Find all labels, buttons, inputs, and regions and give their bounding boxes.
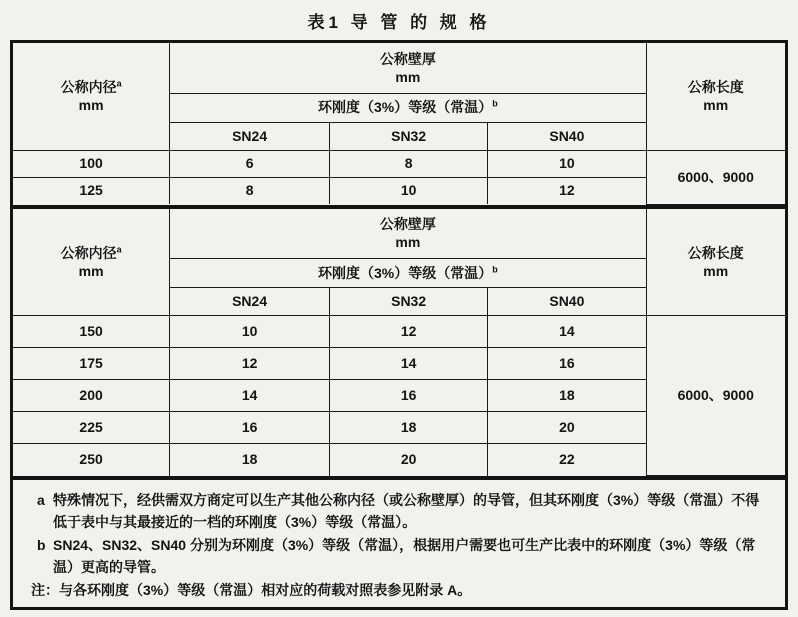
cell-sn40: 16 [488,348,646,380]
header-length [646,209,785,316]
header-sn24: SN24 [170,122,330,150]
cell-dn: 175 [13,348,170,380]
cell-length: 6000、9000 [646,316,785,476]
length-unit: mm [703,97,729,114]
cell-sn24: 16 [170,412,330,444]
header-sn32: SN32 [330,122,488,150]
header-length [646,43,785,150]
footnote-ref-b: b [492,263,498,274]
cell-sn32: 18 [330,412,488,444]
header-ring-stiffness [170,259,646,288]
header-ring-stiffness [170,93,646,122]
footnote-ref-a: a [116,243,122,254]
cell-sn32: 12 [330,316,488,348]
cell-dn: 125 [13,177,170,204]
cell-sn32: 8 [330,150,488,177]
ring-stiffness-label: 环刚度（3%）等级（常温） [317,264,493,281]
table-title: 表1 导 管 的 规 格 [307,13,491,32]
cell-sn40: 20 [488,412,646,444]
general-note: 注：与各环刚度（3%）等级（常温）相对应的荷载对照表参见附录 A。 [31,581,472,598]
cell-sn24: 8 [170,177,330,204]
inner-diameter-label: 公称内径 [60,79,117,96]
footnote-b-label: b [37,536,46,553]
length-label: 公称长度 [687,79,744,96]
spec-table-frame [10,40,788,610]
header-sn24: SN24 [170,288,330,316]
cell-sn24: 18 [170,444,330,476]
wall-thickness-label: 公称壁厚 [379,216,436,233]
cell-sn40: 14 [488,316,646,348]
length-label: 公称长度 [687,244,744,261]
cell-dn: 250 [13,444,170,476]
footnote-a [27,489,775,534]
header-inner-diameter [13,43,170,150]
header-sn40: SN40 [488,122,646,150]
cell-sn40: 12 [488,177,646,204]
header-sn40: SN40 [488,288,646,316]
cell-sn24: 12 [170,348,330,380]
wall-thickness-label: 公称壁厚 [379,50,436,67]
table-row [13,316,785,348]
table-footnotes [13,480,785,607]
cell-dn: 225 [13,412,170,444]
cell-dn: 150 [13,316,170,348]
cell-sn24: 6 [170,150,330,177]
wall-thickness-unit: mm [395,68,421,85]
footnote-b-text: SN24、SN32、SN40 分别为环刚度（3%）等级（常温），根据用户需要也可生产比表中的环刚度（3%）等级（常温）更高的导管。 [53,536,756,576]
spec-table-section-2 [13,209,785,477]
footnote-b [27,534,775,579]
cell-sn32: 14 [330,348,488,380]
footnote-ref-a: a [116,78,122,89]
spec-table-section-1 [13,43,785,205]
header-wall-thickness [170,209,646,259]
cell-sn24: 10 [170,316,330,348]
header-inner-diameter [13,209,170,316]
header-sn32: SN32 [330,288,488,316]
table-row [13,150,785,177]
cell-sn24: 14 [170,380,330,412]
wall-thickness-unit: mm [395,234,421,251]
header-wall-thickness [170,43,646,93]
cell-sn40: 22 [488,444,646,476]
cell-sn32: 20 [330,444,488,476]
ring-stiffness-label: 环刚度（3%）等级（常温） [317,99,493,116]
cell-sn32: 10 [330,177,488,204]
length-unit: mm [703,262,729,279]
inner-diameter-unit: mm [78,262,104,279]
cell-dn: 200 [13,380,170,412]
cell-sn40: 18 [488,380,646,412]
cell-sn40: 10 [488,150,646,177]
cell-length: 6000、9000 [646,150,785,204]
cell-dn: 100 [13,150,170,177]
footnote-a-label: a [37,492,45,508]
footnote-a-text: 特殊情况下，经供需双方商定可以生产其他公称内径（或公称壁厚）的导管，但其环刚度（3%）等级（常温）不得低于表中与其最接近的一档的环刚度（3%）等级（常温）。 [53,492,760,531]
inner-diameter-unit: mm [78,97,104,114]
inner-diameter-label: 公称内径 [60,244,117,261]
footnote-ref-b: b [492,98,498,109]
cell-sn32: 16 [330,380,488,412]
